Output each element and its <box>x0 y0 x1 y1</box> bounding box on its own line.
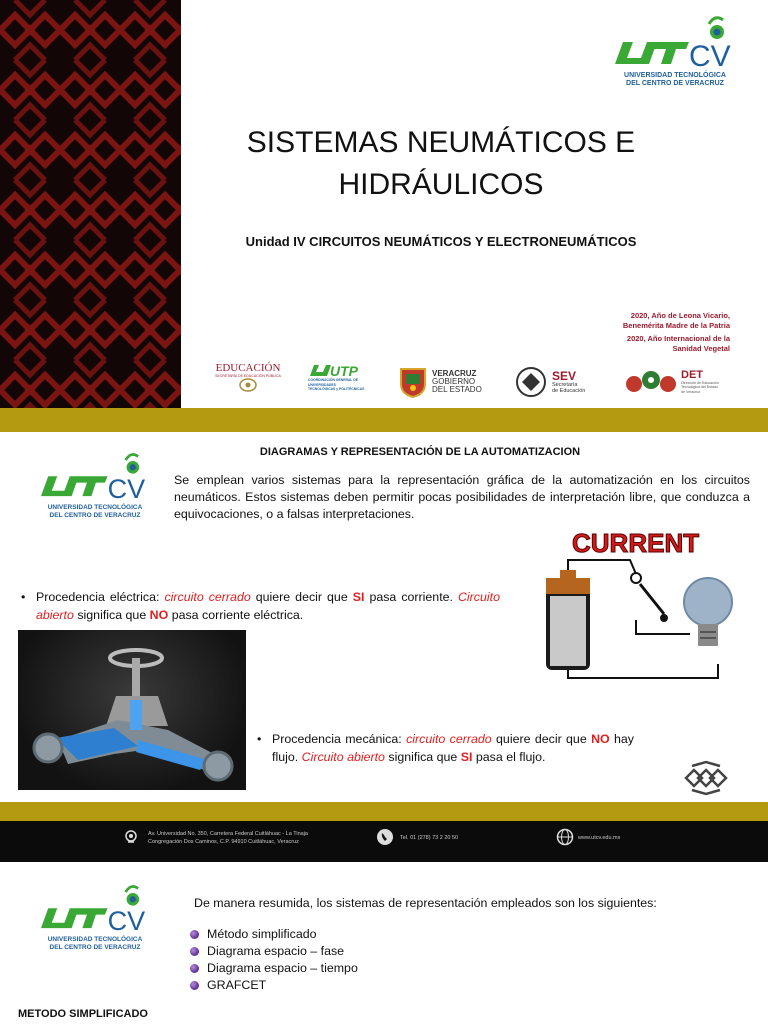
decorative-pattern-panel <box>0 0 181 408</box>
slide-diagrams <box>0 432 768 862</box>
year-note-leona-vicario <box>623 311 730 330</box>
note2-line2: Sanidad Vegetal <box>672 343 730 353</box>
footer-website: www.utcv.edu.mx <box>578 835 621 841</box>
utcv-logo <box>605 14 745 94</box>
sev-sub-line1: Secretaría <box>552 382 578 388</box>
representation-systems-list <box>190 926 358 994</box>
electric-text-3: pasa corriente. <box>364 590 458 604</box>
mechanical-si: SI <box>460 750 473 764</box>
slide2-intro-paragraph: Se emplean varios sistemas para la representación gráfica de la automatización en los circuitos neumáticos. Estos sistemas deben permitir pocas posibilidades de interpretación libre, que conduzca a equivocaciones, o a falsas interpretaciones. <box>174 473 750 521</box>
det-text: DET <box>681 368 703 381</box>
list-item-label: Diagrama espacio – fase <box>207 944 345 958</box>
veracruz-line3: DEL ESTADO <box>432 385 482 394</box>
utcv-cv-text: CV <box>107 905 146 936</box>
electric-text-1: Procedencia eléctrica: <box>36 590 165 604</box>
purple-bullet-icon <box>190 964 199 973</box>
purple-bullet-icon <box>190 947 199 956</box>
veracruz-line2: GOBIERNO <box>432 377 476 386</box>
globe-icon <box>556 828 574 846</box>
presentation-title <box>196 122 686 206</box>
current-illustration <box>540 524 746 684</box>
det-sub-line1: Dirección de Educación <box>681 380 719 385</box>
knot-ornament <box>682 760 730 796</box>
list-item <box>190 926 358 943</box>
bullet-mechanical <box>257 730 635 766</box>
electric-circuit-image <box>540 524 746 684</box>
utp-sub-line1: COORDINACIÓN GENERAL DE UNIVERSIDADES <box>308 378 359 387</box>
det-sub-line3: de Veracruz <box>681 389 701 394</box>
utcv-cv-text: CV <box>689 40 731 73</box>
list-item <box>190 943 358 960</box>
utp-sub-line2: TECNOLÓGICAS y POLITÉCNICAS <box>308 387 365 391</box>
list-item-label: GRAFCET <box>207 978 267 992</box>
veracruz-shield-icon <box>398 366 428 398</box>
utcv-logo-slide3 <box>32 882 158 962</box>
utcv-caption-line1: UNIVERSIDAD TECNOLÓGICA <box>624 72 726 79</box>
note1-line1: 2020, Año de Leona Vicario, <box>630 311 730 320</box>
mechanical-no: NO <box>591 732 610 746</box>
electric-text-4: significa que <box>73 608 150 622</box>
det-sub-line2: Tecnológica del Estado <box>681 385 718 390</box>
utcv-logo-mark <box>32 450 158 508</box>
fret-pattern-graphic <box>0 0 181 408</box>
gold-footer-bar <box>0 408 768 432</box>
slide3-intro: De manera resumida, los sistemas de representación empleados son los siguientes: <box>194 896 657 910</box>
utp-text: UTP <box>330 363 358 378</box>
list-item <box>190 977 358 994</box>
veracruz-logo <box>398 362 498 402</box>
slide2-header: DIAGRAMAS Y REPRESENTACIÓN DE LA AUTOMATIZACION <box>259 446 581 458</box>
list-item-label: Diagrama espacio – tiempo <box>207 961 358 975</box>
section-title-metodo-simplificado: METODO SIMPLIFICADO <box>18 1008 148 1020</box>
utcv-logo-mark <box>605 14 745 76</box>
utcv-caption-line2: DEL CENTRO DE VERACRUZ <box>49 512 141 519</box>
unit-subtitle: Unidad IV CIRCUITOS NEUMÁTICOS Y ELECTRONEUMÁTICOS <box>245 234 637 249</box>
location-icon <box>124 830 138 844</box>
utcv-caption-line1: UNIVERSIDAD TECNOLÓGICA <box>47 504 143 511</box>
valve-image <box>18 630 246 790</box>
current-label: CURRENT <box>572 528 700 558</box>
mechanical-text-4: significa que <box>384 750 461 764</box>
purple-bullet-icon <box>190 930 199 939</box>
utcv-caption-line2: DEL CENTRO DE VERACRUZ <box>49 944 141 951</box>
list-item-label: Método simplificado <box>207 927 317 941</box>
sev-logo <box>514 362 606 402</box>
mechanical-text-3: hay flujo. <box>272 732 635 764</box>
det-logo <box>624 362 744 402</box>
utp-logo <box>308 362 380 402</box>
sev-sub-line2: de Educación <box>552 388 586 394</box>
utcv-logo-mark <box>32 882 158 940</box>
sev-emblem-icon <box>514 366 548 398</box>
educacion-subtext: SECRETARÍA DE EDUCACIÓN PÚBLICA <box>215 374 281 378</box>
year-note-sanidad-vegetal <box>627 334 730 353</box>
det-emblem-icon <box>624 366 678 398</box>
sev-text: SEV <box>552 369 577 383</box>
veracruz-line1: VERACRUZ <box>432 369 477 378</box>
mechanical-text-5: pasa el flujo. <box>472 750 546 764</box>
bullet-electric <box>21 588 500 624</box>
list-item <box>190 960 358 977</box>
footer-gold-bar <box>0 802 768 821</box>
mechanical-text-2: quiere decir que <box>491 732 592 746</box>
slide-summary <box>0 862 768 1024</box>
utcv-cv-text: CV <box>107 473 146 504</box>
electric-closed-term: circuito cerrado <box>164 590 251 604</box>
phone-icon <box>376 828 394 846</box>
bullet-dot: • <box>257 732 262 746</box>
valve-cutaway-graphic <box>18 630 246 790</box>
mechanical-text-1: Procedencia mecánica: <box>272 732 407 746</box>
title-line1: SISTEMAS NEUMÁTICOS E <box>246 126 636 159</box>
mechanical-open-term: Circuito abierto <box>301 750 385 764</box>
educacion-logo <box>206 362 290 402</box>
electric-si: SI <box>352 590 365 604</box>
electric-text-2: quiere decir que <box>250 590 353 604</box>
educacion-text: EDUCACIÓN <box>215 362 281 374</box>
utp-logo-mark <box>308 362 368 378</box>
knot-ornament-graphic <box>682 760 730 796</box>
electric-open-term: Circuito abierto <box>36 590 500 622</box>
title-line2: HIDRÁULICOS <box>338 168 544 201</box>
note1-line2: Benemérita Madre de la Patria <box>622 320 730 330</box>
purple-bullet-icon <box>190 981 199 990</box>
mechanical-closed-term: circuito cerrado <box>406 732 492 746</box>
utcv-caption-line1: UNIVERSIDAD TECNOLÓGICA <box>47 936 143 943</box>
footer-phone: Tel. 01 (278) 73 2 20 50 <box>400 835 459 841</box>
note2-line1: 2020, Año Internacional de la <box>626 334 730 343</box>
electric-no: NO <box>149 608 169 622</box>
slide-title <box>0 0 768 432</box>
utcv-logo-slide2 <box>32 450 158 530</box>
mexico-seal-icon <box>238 378 258 392</box>
slide2-footer <box>0 802 768 862</box>
footer-address-line2: Congregación Dos Caminos, C.P. 94910 Cuitláhuac, Veracruz <box>148 839 299 845</box>
bullet-dot: • <box>21 590 26 604</box>
utcv-caption-line2: DEL CENTRO DE VERACRUZ <box>626 80 724 87</box>
footer-address-line1: Av. Universidad No. 350, Carretera Federal Cuitláhuac - La Tinaja <box>148 831 308 837</box>
electric-text-5: pasa corriente eléctrica. <box>168 608 304 622</box>
